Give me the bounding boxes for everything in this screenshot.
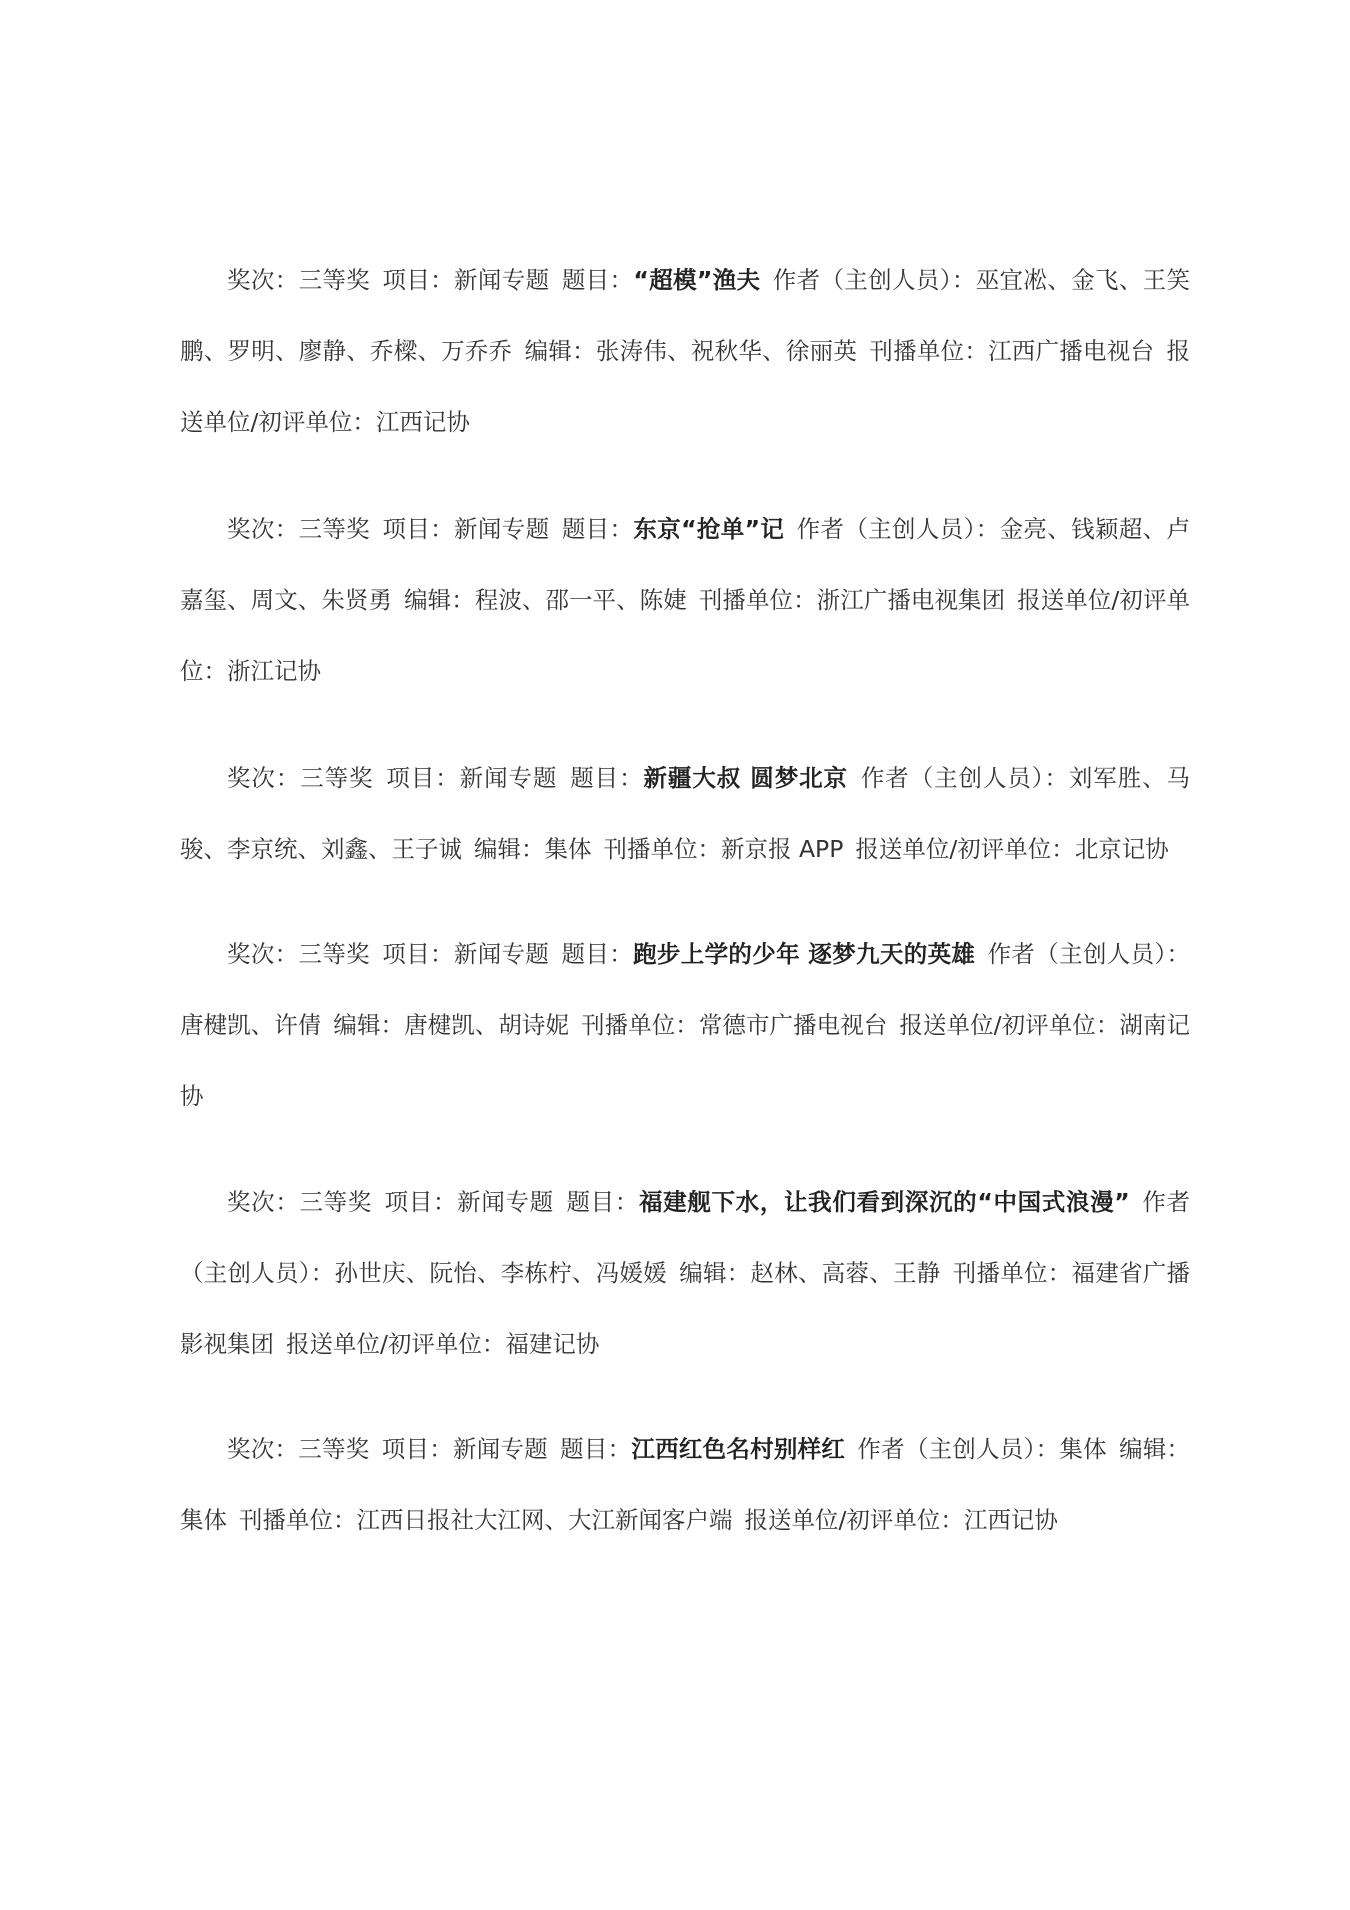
author-value: 孙世庆、阮怡、李栋柠、冯媛媛 bbox=[334, 1259, 667, 1287]
editor-label: 编辑： bbox=[524, 337, 596, 365]
editor-label: 编辑： bbox=[474, 835, 545, 863]
award-label: 奖次： bbox=[227, 1188, 300, 1216]
award-entry bbox=[180, 743, 1190, 885]
author-label: 作者（主创人员）： bbox=[180, 1188, 1191, 1287]
award-value: 三等奖 bbox=[299, 1188, 372, 1216]
project-label: 项目： bbox=[385, 764, 460, 792]
editor-label: 编辑： bbox=[333, 1011, 405, 1039]
project-label: 项目： bbox=[382, 940, 454, 968]
author-value: 唐楗凯、许倩 bbox=[180, 1011, 322, 1039]
submitter-label: 报送单位/初评单位： bbox=[286, 1330, 506, 1358]
publisher-label: 刊播单位： bbox=[952, 1259, 1072, 1287]
author-value: 金亮、钱颖超、卢嘉玺、周文、朱贤勇 bbox=[180, 515, 1191, 614]
submitter-label: 报送单位/初评单位： bbox=[180, 586, 1191, 685]
editor-value: 张涛伟、祝秋华、徐丽英 bbox=[595, 337, 858, 365]
project-label: 项目： bbox=[382, 515, 455, 543]
award-value: 三等奖 bbox=[300, 764, 374, 792]
submitter-value: 湖南记协 bbox=[180, 1011, 1191, 1110]
project-value: 新闻专题 bbox=[452, 1435, 548, 1463]
editor-label: 编辑： bbox=[404, 586, 475, 614]
project-value: 新闻专题 bbox=[454, 266, 550, 294]
title-value: 东京“抢单”记 bbox=[633, 515, 785, 543]
award-label: 奖次： bbox=[227, 1435, 299, 1463]
project-label: 项目： bbox=[381, 1435, 453, 1463]
publisher-label: 刊播单位： bbox=[698, 586, 817, 614]
publisher-label: 刊播单位： bbox=[603, 835, 721, 863]
title-value: 跑步上学的少年 逐梦九天的英雄 bbox=[633, 940, 976, 968]
publisher-value: 福建省广播影视集团 bbox=[180, 1259, 1190, 1358]
award-label: 奖次： bbox=[227, 515, 299, 543]
submitter-value: 北京记协 bbox=[1074, 835, 1169, 863]
award-entry bbox=[180, 919, 1190, 1132]
publisher-label: 刊播单位： bbox=[581, 1011, 699, 1039]
project-value: 新闻专题 bbox=[457, 1188, 554, 1216]
award-value: 三等奖 bbox=[298, 940, 371, 968]
author-label: 作者（主创人员）： bbox=[857, 1435, 1060, 1463]
title-value: “超模”渔夫 bbox=[633, 266, 761, 294]
award-entry bbox=[180, 494, 1190, 707]
editor-value: 程波、邵一平、陈婕 bbox=[474, 586, 687, 614]
publisher-value: 常德市广播电视台 bbox=[698, 1011, 888, 1039]
publisher-label: 刊播单位： bbox=[239, 1506, 357, 1534]
submitter-label: 报送单位/初评单位： bbox=[744, 1506, 964, 1534]
title-label: 题目： bbox=[569, 764, 644, 792]
award-list bbox=[180, 245, 1190, 1588]
title-value: 福建舰下水，让我们看到深沉的“中国式浪漫” bbox=[639, 1188, 1130, 1216]
title-label: 题目： bbox=[565, 1188, 640, 1216]
publisher-label: 刊播单位： bbox=[869, 337, 989, 365]
publisher-value: 新京报 APP bbox=[721, 835, 844, 863]
editor-value: 赵林、高蓉、王静 bbox=[750, 1259, 941, 1287]
author-value: 集体 bbox=[1059, 1435, 1107, 1463]
title-label: 题目： bbox=[561, 515, 634, 543]
editor-value: 集体 bbox=[544, 835, 592, 863]
project-value: 新闻专题 bbox=[459, 764, 558, 792]
submitter-value: 浙江记协 bbox=[227, 657, 321, 685]
award-label: 奖次： bbox=[227, 940, 299, 968]
editor-value: 集体 bbox=[180, 1506, 227, 1534]
author-label: 作者（主创人员）： bbox=[796, 515, 1000, 543]
project-value: 新闻专题 bbox=[453, 940, 550, 968]
project-label: 项目： bbox=[384, 1188, 458, 1216]
title-label: 题目： bbox=[561, 266, 634, 294]
submitter-label: 报送单位/初评单位： bbox=[855, 835, 1075, 863]
submitter-value: 福建记协 bbox=[505, 1330, 600, 1358]
title-value: 新疆大叔 圆梦北京 bbox=[643, 764, 848, 792]
award-label: 奖次： bbox=[227, 764, 301, 792]
award-value: 三等奖 bbox=[298, 1435, 370, 1463]
submitter-value: 江西记协 bbox=[963, 1506, 1058, 1534]
award-value: 三等奖 bbox=[298, 515, 371, 543]
submitter-label: 报送单位/初评单位： bbox=[180, 337, 1191, 436]
submitter-value: 江西记协 bbox=[375, 408, 470, 436]
project-value: 新闻专题 bbox=[454, 515, 550, 543]
editor-value: 唐楗凯、胡诗妮 bbox=[404, 1011, 570, 1039]
author-label: 作者（主创人员）： bbox=[772, 266, 976, 294]
author-value: 巫宜凇、金飞、王笑鹏、罗明、廖静、乔樑、万乔乔 bbox=[180, 266, 1191, 365]
publisher-value: 浙江广播电视集团 bbox=[816, 586, 1006, 614]
publisher-value: 江西广播电视台 bbox=[988, 337, 1155, 365]
award-entry bbox=[180, 1414, 1190, 1556]
submitter-label: 报送单位/初评单位： bbox=[899, 1011, 1120, 1039]
award-label: 奖次： bbox=[227, 266, 299, 294]
award-entry bbox=[180, 1167, 1190, 1380]
publisher-value: 江西日报社大江网、大江新闻客户端 bbox=[356, 1506, 733, 1534]
author-label: 作者（主创人员）： bbox=[987, 940, 1191, 968]
author-label: 作者（主创人员）： bbox=[859, 764, 1069, 792]
title-value: 江西红色名村别样红 bbox=[631, 1435, 846, 1463]
editor-label: 编辑： bbox=[679, 1259, 751, 1287]
award-entry bbox=[180, 245, 1190, 458]
project-label: 项目： bbox=[382, 266, 455, 294]
editor-label: 编辑： bbox=[1118, 1435, 1191, 1463]
title-label: 题目： bbox=[561, 940, 634, 968]
award-value: 三等奖 bbox=[298, 266, 371, 294]
author-value: 刘军胜、马骏、李京统、刘鑫、王子诚 bbox=[180, 764, 1191, 863]
title-label: 题目： bbox=[559, 1435, 632, 1463]
